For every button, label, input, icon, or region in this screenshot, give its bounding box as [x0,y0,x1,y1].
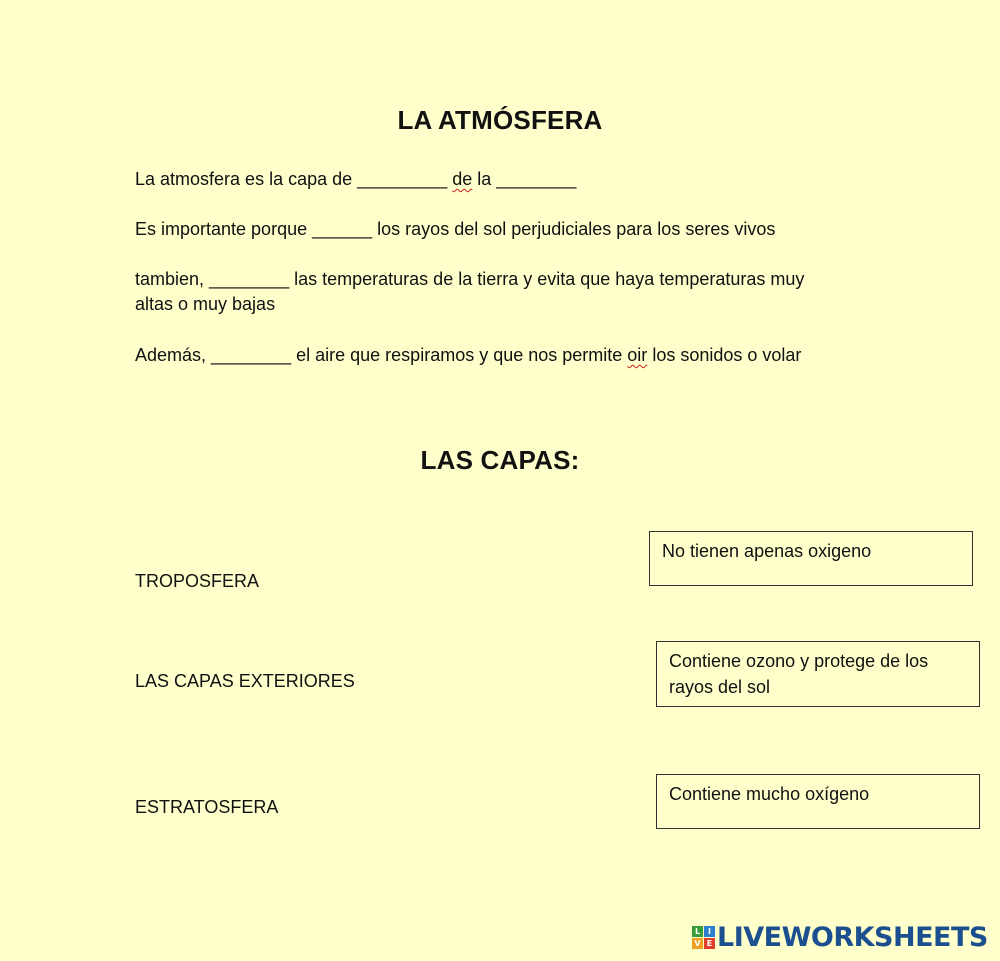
description-box-1[interactable]: No tienen apenas oxigeno [649,531,973,586]
logo-mark-letter: E [704,938,715,949]
layer-label-estratosfera: ESTRATOSFERA [135,797,279,817]
liveworksheets-logo [692,922,988,952]
sentence-4-end: los sonidos o volar [647,345,802,365]
liveworksheets-logo-icon [692,926,715,949]
sentence-4-start: Además, ________ el aire que respiramos y que nos permite [135,345,628,365]
logo-mark-letter: V [692,938,703,949]
sentence-2: Es importante porque ______ los rayos del sol perjudiciales para los seres vivos [135,219,776,239]
sentence-1 [135,167,576,192]
sentence-3-line-1: tambien, ________ las temperaturas de la tierra y evita que haya temperaturas muy [135,269,805,289]
layers-heading: LAS CAPAS: [420,445,580,475]
description-box-3[interactable]: Contiene mucho oxígeno [656,774,980,829]
logo-mark-letter: I [704,926,715,937]
layer-label-troposfera: TROPOSFERA [135,571,260,591]
sentence-1-flagged-word: de [452,169,473,189]
sentence-3-line-2: altas o muy bajas [135,294,276,314]
page-title: LA ATMÓSFERA [397,105,603,135]
sentence-4-flagged-word: oir [627,345,648,365]
sentence-4 [135,343,801,368]
logo-mark-letter: L [692,926,703,937]
sentence-1-end: la ________ [472,169,577,189]
layer-label-capas-exteriores: LAS CAPAS EXTERIORES [135,671,355,691]
description-box-2[interactable]: Contiene ozono y protege de los rayos del sol [656,641,980,707]
sentence-1-start: La atmosfera es la capa de _________ [135,169,453,189]
logo-text: LIVEWORKSHEETS [717,921,988,953]
